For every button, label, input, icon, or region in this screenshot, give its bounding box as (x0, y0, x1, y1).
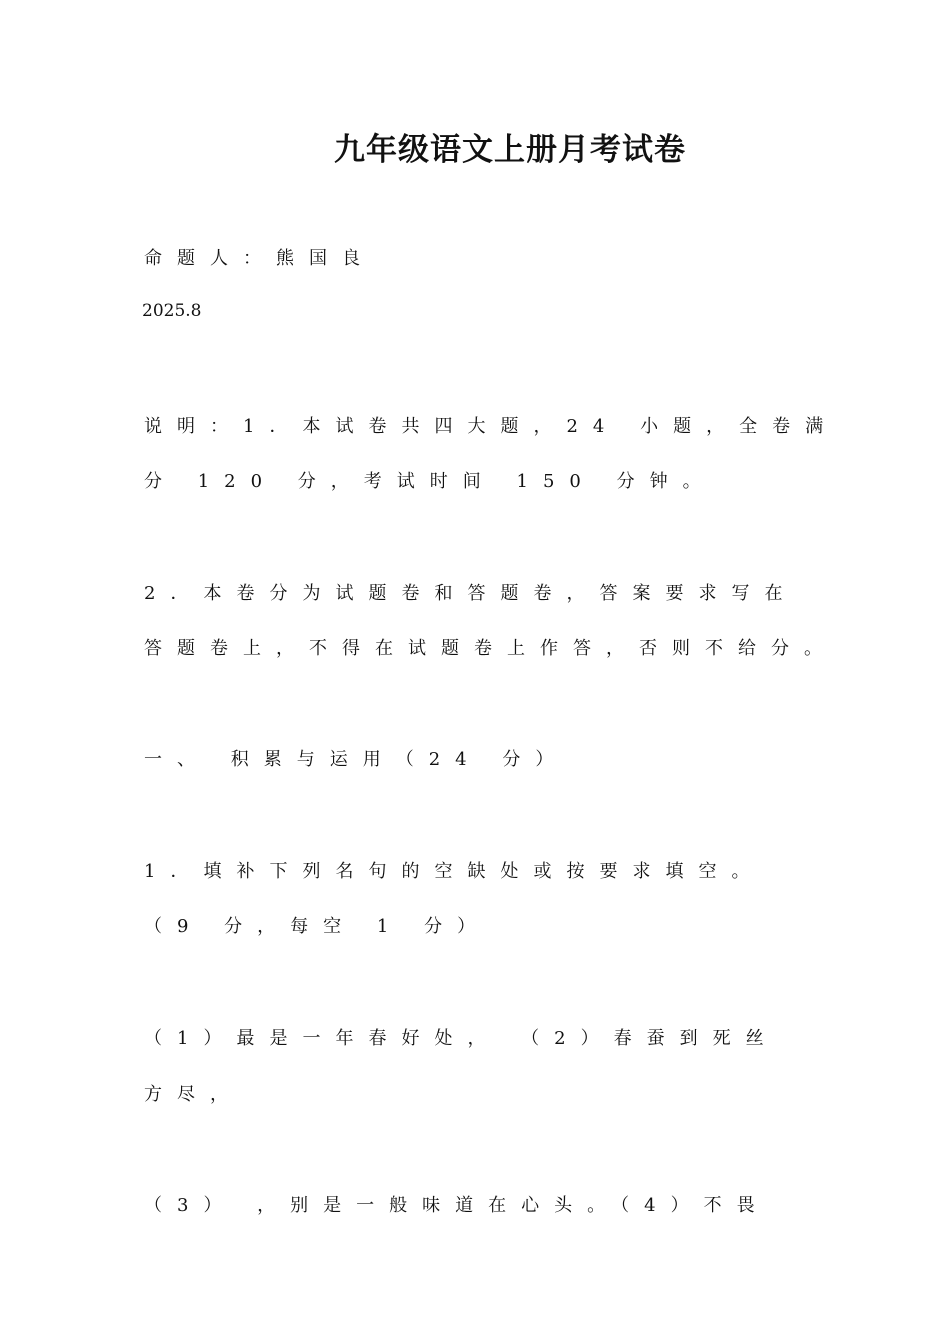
items-1-2-line-1: （1）最是一年春好处， （2）春蚕到死丝 (144, 1028, 779, 1049)
page-title: 九年级语文上册月考试卷 (334, 132, 686, 168)
date-line: 2025.8 (142, 301, 202, 321)
question-1-line-2: （9 分，每空 1 分） (144, 916, 491, 937)
instruction-2-line-1: 2．本卷分为试题卷和答题卷，答案要求写在 (144, 583, 798, 604)
instruction-1-line-1: 说明：1．本试卷共四大题，24 小题，全卷满 (144, 416, 839, 437)
section-1-heading: 一、 积累与运用（24 分） (144, 749, 569, 770)
question-1-line-1: 1．填补下列名句的空缺处或按要求填空。 (144, 861, 765, 882)
items-1-2-line-2: 方尽， (144, 1084, 243, 1105)
author-line: 命题人：熊国良 (144, 248, 375, 269)
instruction-1-line-2: 分 120 分，考试时间 150 分钟。 (144, 471, 716, 492)
items-3-4-line-1: （3） ，别是一般味道在心头。（4）不畏 (144, 1195, 770, 1216)
instruction-2-line-2: 答题卷上，不得在试题卷上作答，否则不给分。 (144, 638, 837, 659)
